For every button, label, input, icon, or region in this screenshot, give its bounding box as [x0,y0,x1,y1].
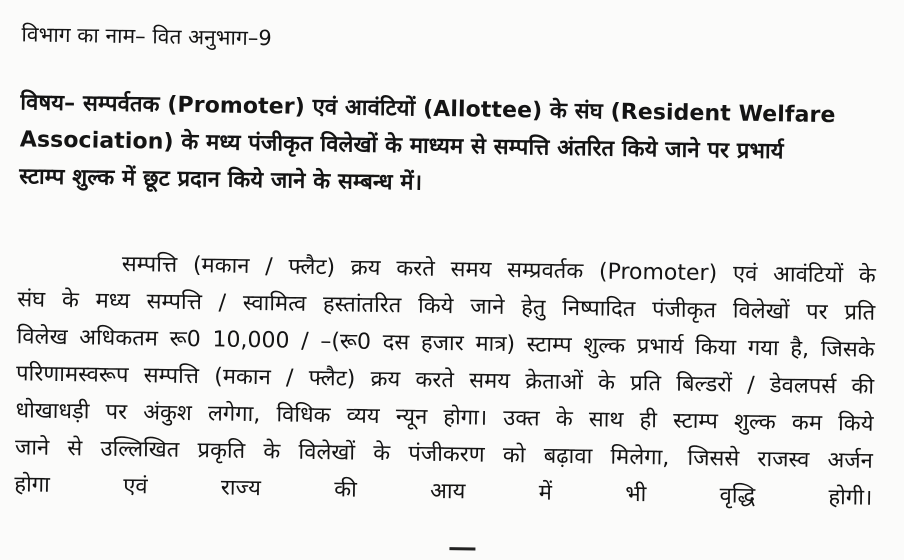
body-line-2: संघ के मध्य सम्पत्ति / स्वामित्व हस्तांतरित किये जाने हेतु निष्पादित पंजीकृत विलेखों पर प्रति [17,287,876,326]
body-line-4: परिणामस्वरूप सम्पत्ति (मकान / फ्लैट) क्रय करते समय क्रेताओं के प्रति बिल्डरों / डेवलपर्स की [15,361,875,400]
subject-line-2: Association) के मध्य पंजीकृत विलेखों के माध्यम से सम्पत्ति अंतरित किये जाने पर प्रभार्य [19,127,784,165]
subject-line-3: स्टाम्प शुल्क में छूट प्रदान किये जाने के सम्बन्ध में। [19,164,423,196]
body-line-1: सम्पत्ति (मकान / फ्लैट) क्रय करते समय सम्प्रवर्तक (Promoter) एवं आवंटियों के [121,251,876,289]
body-line-7: होगा एवं राज्य की आय में भी वृद्धि होगी। [14,472,873,511]
page-edge-mark [449,547,475,550]
body-line-5: धोखाधड़ी पर अंकुश लगेगा, विधिक व्यय न्यून होगा। उक्त के साथ ही स्टाम्प शुल्क कम किये [15,398,874,437]
department-name: विभाग का नाम– वित अनुभाग–9 [21,22,272,51]
body-line-6: जाने से उल्लिखित प्रकृति के विलेखों के पंजीकरण को बढ़ावा मिलेगा, जिससे राजस्व अर्जन [14,435,874,474]
body-line-3: विलेख अधिकतम रू0 10,000 / –(रू0 दस हजार मात्र) स्टाम्प शुल्क प्रभार्य किया गया है, जिसके [16,324,875,363]
subject-line-1: विषय– सम्पर्वतक (Promoter) एवं आवंटियों (Allottee) के संघ (Resident Welfare [20,90,836,129]
